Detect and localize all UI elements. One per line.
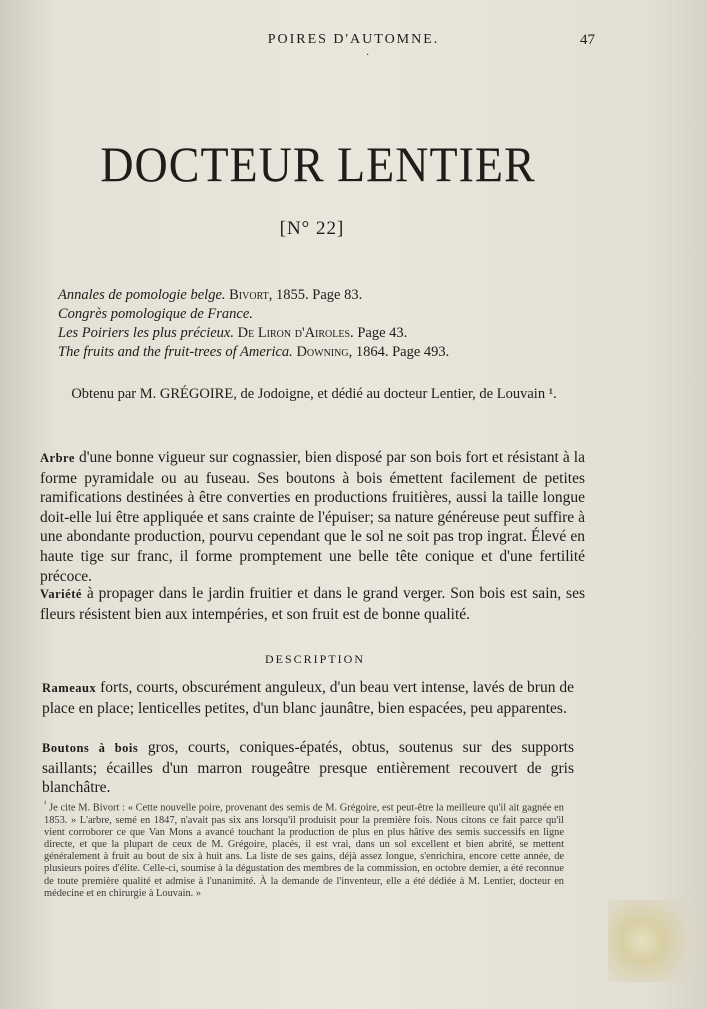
section-heading: DESCRIPTION (264, 652, 365, 666)
paragraph-rameaux: Rameaux forts, courts, obscurément anguleux, d'un beau vert intense, lavés de brun de place en place; lenticelles petites, d'un blanc jaunâtre, bien espacées, peu apparentes. (42, 679, 574, 717)
paragraph-variete: Variété à propager dans le jardin fruitier et dans le grand verger. Son bois est sain, ses fleurs résistent bien aux intempéries, et son fruit est de bonne qualité. (40, 585, 585, 623)
reference-item: Les Poiriers les plus précieux. De Liron d'Airoles. Page 43. (58, 325, 408, 341)
origin-statement: Obtenu par M. GRÉGOIRE, de Jodoigne, et dédié au docteur Lentier, de Louvain ¹. (71, 386, 557, 402)
references-list (58, 286, 449, 362)
running-head: POIRES D'AUTOMNE. (267, 32, 440, 47)
footnote-mark: ¹ (44, 799, 47, 808)
lead-word: Arbre (40, 451, 75, 465)
ornament-dot: · (366, 50, 370, 61)
paper-stain (608, 900, 694, 982)
lead-word: Variété (40, 587, 82, 601)
reference-item: The fruits and the fruit-trees of America. Downing, 1864. Page 493. (58, 344, 450, 360)
page-number: 47 (580, 32, 595, 48)
lead-word: Rameaux (42, 681, 97, 695)
entry-number: [N° 22] (279, 218, 345, 239)
reference-item: Annales de pomologie belge. Bivort, 1855. Page 83. (58, 287, 363, 303)
footnote-text: Je cite M. Bivort : « Cette nouvelle poire, provenant des semis de M. Grégoire, est peut-être la meilleure qu'il ait gagnée en 1853. » L'arbre, semé en 1847, n'avait pas six ans lorsqu'il produisit pour la première fois. Nous citons ce fait parce qu'il vient corroborer ce que Van Mons a avancé touchant la production de plus en plus hâtive des semis successifs en ligne directe, et que la plupart de ceux de M. Grégoire, placés, il est vrai, dans un sol excellent et bien abrité, se mettent généralement à fruit au bout de six à huit ans. La liste de ses gains, déjà assez longue, s'enrichira, encore cette année, de plusieurs poires d'élite. Celle-ci, soumise à la dégustation des membres de la commission, en octobre dernier, a été reconnue de toute première qualité et admise à l'unanimité. À la demande de l'inventeur, elle a été dédiée à M. Lentier, docteur en médecine et en chirurgie à Louvain. » (44, 802, 564, 899)
page-title: DOCTEUR LENTIER (100, 136, 536, 193)
footnote (44, 798, 564, 900)
lead-word: Boutons à bois (42, 741, 139, 755)
paragraph-arbre: Arbre d'une bonne vigueur sur cognassier, bien disposé par son bois fort et résistant à la forme pyramidale ou au fuseau. Ses boutons à bois émettent facilement de petites ramifications destinées à être converties en productions fruitières, aussi la taille longue doit-elle lui être appliquée et sans crainte de l'épuiser; sa nature généreuse peut suffire à une abondante production, pourvu cependant que le sol ne soit pas trop ingrat. Élevé en haute tige sur franc, il forme promptement une belle tête conique et d'une fertilité précoce. (40, 449, 585, 585)
reference-item: Congrès pomologique de France. (58, 306, 253, 322)
paragraph-boutons: Boutons à bois gros, courts, coniques-épatés, obtus, soutenus sur des supports saillants; écailles d'un marron rougeâtre presque entièrement recouvert de gris blanchâtre. (42, 739, 574, 797)
